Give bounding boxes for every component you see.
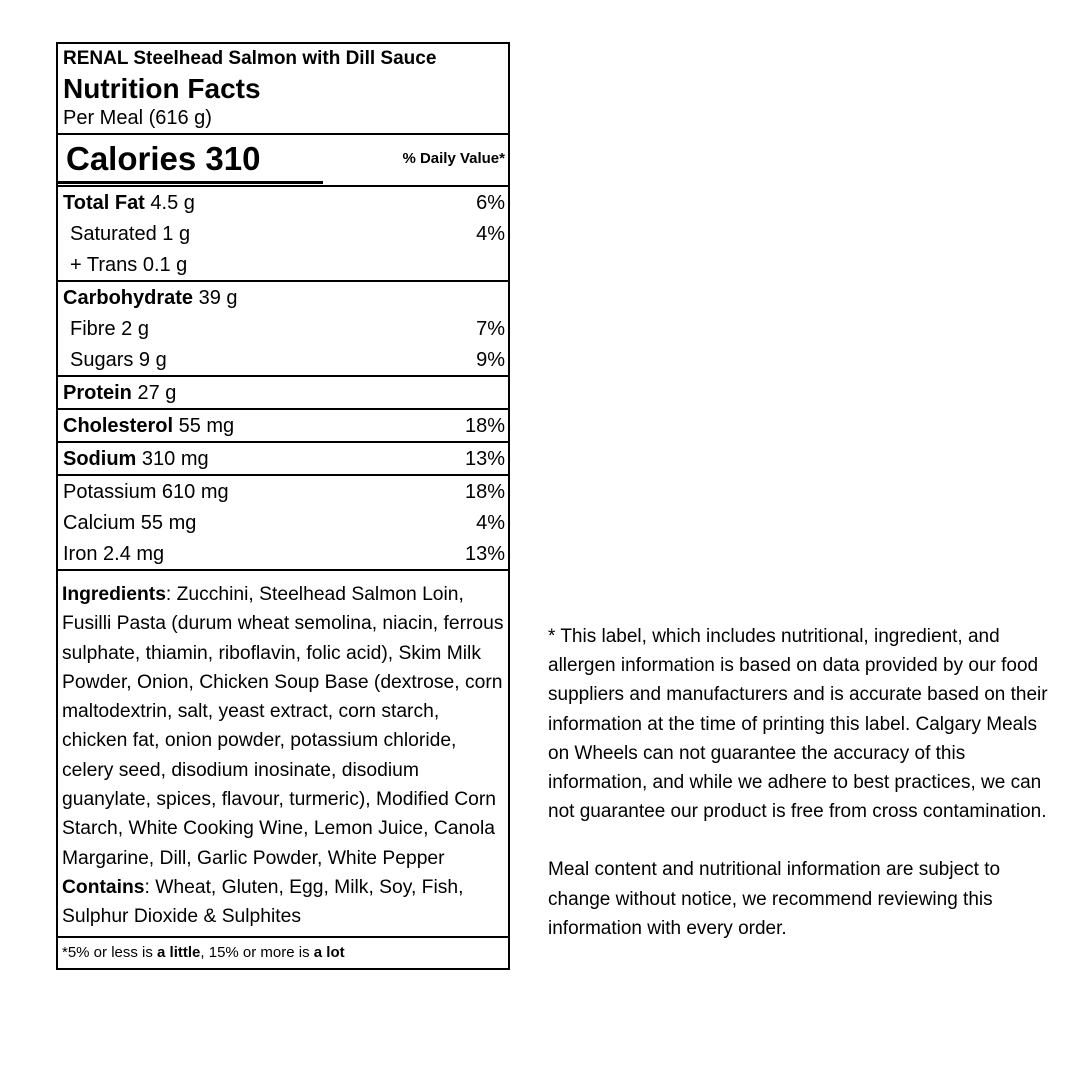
nutrient-amount: 55 mg — [135, 512, 197, 534]
disclaimer-paragraph-change: Meal content and nutritional information are subject to change without notice, we recommend reviewing this information with every order. — [548, 859, 1001, 939]
nutrient-name: Protein — [63, 382, 132, 404]
serving-size: Per Meal (616 g) — [58, 104, 508, 135]
nutrient-row-cholesterol — [58, 408, 508, 441]
ingredients-section — [58, 569, 508, 936]
nutrient-row-sugars — [58, 344, 508, 375]
nutrient-amount: 39 g — [193, 287, 238, 309]
nutrient-name: Calcium — [63, 512, 136, 534]
nutrient-name: Carbohydrate — [63, 287, 194, 309]
nutrient-daily-value: 4% — [476, 223, 505, 245]
nutrition-facts-heading: Nutrition Facts — [63, 73, 261, 104]
daily-value-header: % Daily Value* — [402, 150, 505, 167]
nutrient-daily-value: 13% — [464, 543, 505, 565]
nutrient-daily-value: 13% — [464, 448, 505, 470]
nutrient-name: Sugars — [70, 349, 134, 371]
footnote-text: , 15% or more is — [200, 943, 314, 961]
nutrient-name: Fibre — [70, 318, 116, 340]
nutrient-amount: 610 mg — [156, 481, 229, 503]
nutrient-name: Cholesterol — [63, 415, 174, 437]
daily-value-footnote — [58, 936, 508, 968]
nutrient-daily-value: 18% — [464, 481, 505, 503]
product-name: RENAL Steelhead Salmon with Dill Sauce — [63, 48, 437, 69]
contains-text: : Wheat, Gluten, Egg, Milk, Soy, Fish, Sulphur Dioxide & Sulphites — [62, 876, 464, 928]
calories-row — [58, 135, 508, 187]
nutrient-amount: 0.1 g — [137, 254, 188, 276]
nutrient-row-iron — [58, 538, 508, 569]
footnote-bold-little: a little — [157, 943, 201, 961]
nutrient-daily-value: 6% — [476, 192, 505, 214]
nutrient-name: Total Fat — [63, 192, 145, 214]
nutrient-amount: 1 g — [156, 223, 191, 245]
nutrient-amount: 9 g — [133, 349, 167, 371]
nutrient-amount: 55 mg — [173, 415, 235, 437]
nutrient-daily-value: 7% — [476, 318, 505, 340]
footnote-text: *5% or less is — [62, 943, 158, 961]
nutrient-daily-value: 4% — [476, 512, 505, 534]
nutrition-label — [56, 42, 510, 970]
nutrient-name: Iron — [63, 543, 98, 565]
nutrient-amount: 27 g — [131, 382, 177, 404]
disclaimer — [548, 622, 1048, 943]
nutrient-row-total-fat — [58, 187, 508, 218]
calories-underline — [58, 181, 323, 184]
ingredients-text: : Zucchini, Steelhead Salmon Loin, Fusilli Pasta (durum wheat semolina, niacin, ferrous sulphate, thiamin, riboflavin, folic acid), Skim Milk Powder, Onion, Chicken Soup Base (dextrose, corn maltodextrin, salt, yeast extract, corn starch, chicken fat, onion powder, potassium chloride, celery seed, disodium inosinate, disodium guanylate, spices, flavour, turmeric), Modified Corn Starch, White Cooking Wine, Lemon Juice, Canola Margarine, Dill, Garlic Powder, White Pepper — [62, 584, 504, 869]
nutrient-row-fibre — [58, 313, 508, 344]
nutrient-name: Saturated — [70, 223, 157, 245]
nutrient-row-carbohydrate — [58, 280, 508, 313]
nutrient-name: + Trans — [70, 254, 138, 276]
nutrient-name: Potassium — [63, 481, 157, 503]
nutrient-amount: 310 mg — [136, 448, 209, 470]
nutrient-row-trans — [58, 249, 508, 280]
nutrient-daily-value: 9% — [476, 349, 505, 371]
nutrient-name: Sodium — [63, 448, 137, 470]
nutrient-row-potassium — [58, 474, 508, 507]
nutrient-row-sodium — [58, 441, 508, 474]
nutrient-row-protein — [58, 375, 508, 408]
footnote-bold-lot: a lot — [313, 943, 345, 961]
nutrient-row-saturated — [58, 218, 508, 249]
nutrient-amount: 4.5 g — [144, 192, 195, 214]
nutrient-amount: 2 g — [115, 318, 149, 340]
nutrient-daily-value: 18% — [464, 415, 505, 437]
contains-label: Contains — [62, 876, 145, 898]
calories: Calories 310 — [66, 140, 261, 177]
nutrient-amount: 2.4 mg — [97, 543, 165, 565]
ingredients-label: Ingredients — [62, 584, 166, 605]
nutrient-row-calcium — [58, 507, 508, 538]
disclaimer-paragraph-accuracy: * This label, which includes nutritional, ingredient, and allergen information is based on data provided by our food suppliers and manufacturers and is accurate based on their information at the time of printing this label. Calgary Meals on Wheels can not guarantee the accuracy of this information, and while we adhere to best practices, we can not guarantee our product is free from cross contamination. — [548, 626, 1048, 823]
